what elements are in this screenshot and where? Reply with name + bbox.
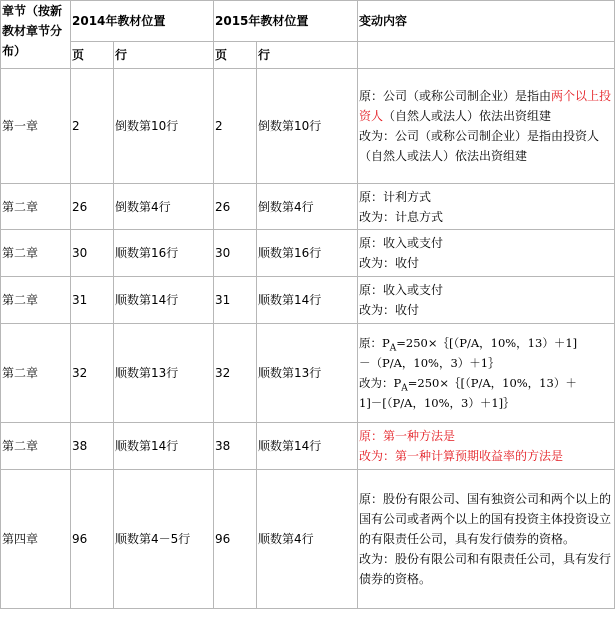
original-text-end: （自然人或法人）依法出资组建 [383, 109, 552, 123]
page-2015-cell: 2 [214, 69, 257, 184]
page-2015-cell: 96 [214, 470, 257, 609]
table-row [1, 277, 615, 324]
table-row [1, 184, 615, 230]
table-row [1, 423, 615, 470]
line-2015-cell: 倒数第4行 [257, 184, 358, 230]
header-2015-line: 行 [257, 42, 358, 69]
original-text: 原：股份有限公司、国有独资公司和两个以上的国有公司或者两个以上的国有投资主体投资设立的有限责任公司，具有发行债券的资格。 [359, 492, 612, 546]
change-cell [358, 324, 615, 423]
revised-text: 改为：股份有限公司和有限责任公司，具有发行债券的资格。 [359, 552, 612, 586]
table-row [1, 470, 615, 609]
change-cell [358, 184, 615, 230]
revised-text: 改为：第一种计算预期收益率的方法是 [359, 449, 564, 463]
line-2015-cell: 顺数第14行 [257, 277, 358, 324]
line-2014-cell: 顺数第13行 [114, 324, 214, 423]
revised-text: 改为：收付 [359, 303, 420, 317]
revised-formula [359, 373, 613, 393]
table-row [1, 324, 615, 423]
original-text: 原：第一种方法是 [359, 429, 456, 443]
table-row [1, 230, 615, 277]
line-2015-cell: 顺数第13行 [257, 324, 358, 423]
header-change-content: 变动内容 [358, 1, 615, 42]
line-2014-cell: 倒数第10行 [114, 69, 214, 184]
change-cell [358, 230, 615, 277]
page-2015-cell: 38 [214, 423, 257, 470]
page-2014-cell: 2 [71, 69, 114, 184]
revised-formula-cont: 1]－[（P/A，10%，3）＋1]｝ [359, 396, 515, 410]
formula-prefix: 原：P [359, 336, 390, 350]
original-formula [359, 333, 613, 353]
line-2014-cell: 顺数第14行 [114, 277, 214, 324]
change-cell [358, 423, 615, 470]
chapter-cell: 第二章 [1, 324, 71, 423]
chapter-cell: 第四章 [1, 470, 71, 609]
line-2015-cell: 倒数第10行 [257, 69, 358, 184]
table-row [1, 69, 615, 184]
header-2014-position: 2014年教材位置 [71, 1, 214, 42]
header-chapter: 章节（按新教材章节分布） [1, 1, 71, 69]
header-2014-page: 页 [71, 42, 114, 69]
line-2015-cell: 顺数第4行 [257, 470, 358, 609]
chapter-cell: 第二章 [1, 277, 71, 324]
chapter-cell: 第二章 [1, 423, 71, 470]
original-text-start: 原：公司（或称公司制企业）是指由 [359, 89, 552, 103]
chapter-cell: 第二章 [1, 184, 71, 230]
page-2015-cell: 31 [214, 277, 257, 324]
chapter-cell: 第二章 [1, 230, 71, 277]
revised-text: 改为：收付 [359, 256, 420, 270]
header-change-empty [358, 42, 615, 69]
line-2015-cell: 顺数第14行 [257, 423, 358, 470]
line-2014-cell: 顺数第16行 [114, 230, 214, 277]
line-2015-cell: 顺数第16行 [257, 230, 358, 277]
original-text: 原：收入或支付 [359, 283, 444, 297]
header-2014-line: 行 [114, 42, 214, 69]
change-cell [358, 277, 615, 324]
page-2014-cell: 26 [71, 184, 114, 230]
revised-text: 改为：公司（或称公司制企业）是指由投资人（自然人或法人）依法出资组建 [359, 129, 600, 163]
change-cell [358, 69, 615, 184]
page-2015-cell: 30 [214, 230, 257, 277]
original-text [359, 89, 611, 123]
header-2015-page: 页 [214, 42, 257, 69]
formula-body: =250×｛[（P/A，10%，13）＋1] [396, 336, 578, 350]
formula-body: =250×｛[（P/A，10%，13）＋ [407, 376, 577, 390]
header-2015-position: 2015年教材位置 [214, 1, 358, 42]
page-2014-cell: 31 [71, 277, 114, 324]
line-2014-cell: 顺数第14行 [114, 423, 214, 470]
original-text: 原：收入或支付 [359, 236, 444, 250]
page-2014-cell: 32 [71, 324, 114, 423]
line-2014-cell: 顺数第4－5行 [114, 470, 214, 609]
original-text: 原：计利方式 [359, 189, 432, 204]
formula-subscript: A [389, 343, 397, 354]
subheader-row [1, 42, 615, 69]
chapter-cell: 第一章 [1, 69, 71, 184]
header-row [1, 1, 615, 42]
revised-text: 改为：计息方式 [359, 209, 444, 224]
page-2014-cell: 38 [71, 423, 114, 470]
page-2014-cell: 96 [71, 470, 114, 609]
page-2014-cell: 30 [71, 230, 114, 277]
formula-subscript: A [401, 383, 408, 394]
page-2015-cell: 32 [214, 324, 257, 423]
original-formula-cont: －（P/A，10%，3）＋1｝ [359, 356, 500, 370]
highlighted-text: 两个以上投资人 [359, 89, 612, 123]
change-cell [358, 470, 615, 609]
formula-prefix: 改为：P [359, 376, 402, 390]
line-2014-cell: 倒数第4行 [114, 184, 214, 230]
page-2015-cell: 26 [214, 184, 257, 230]
